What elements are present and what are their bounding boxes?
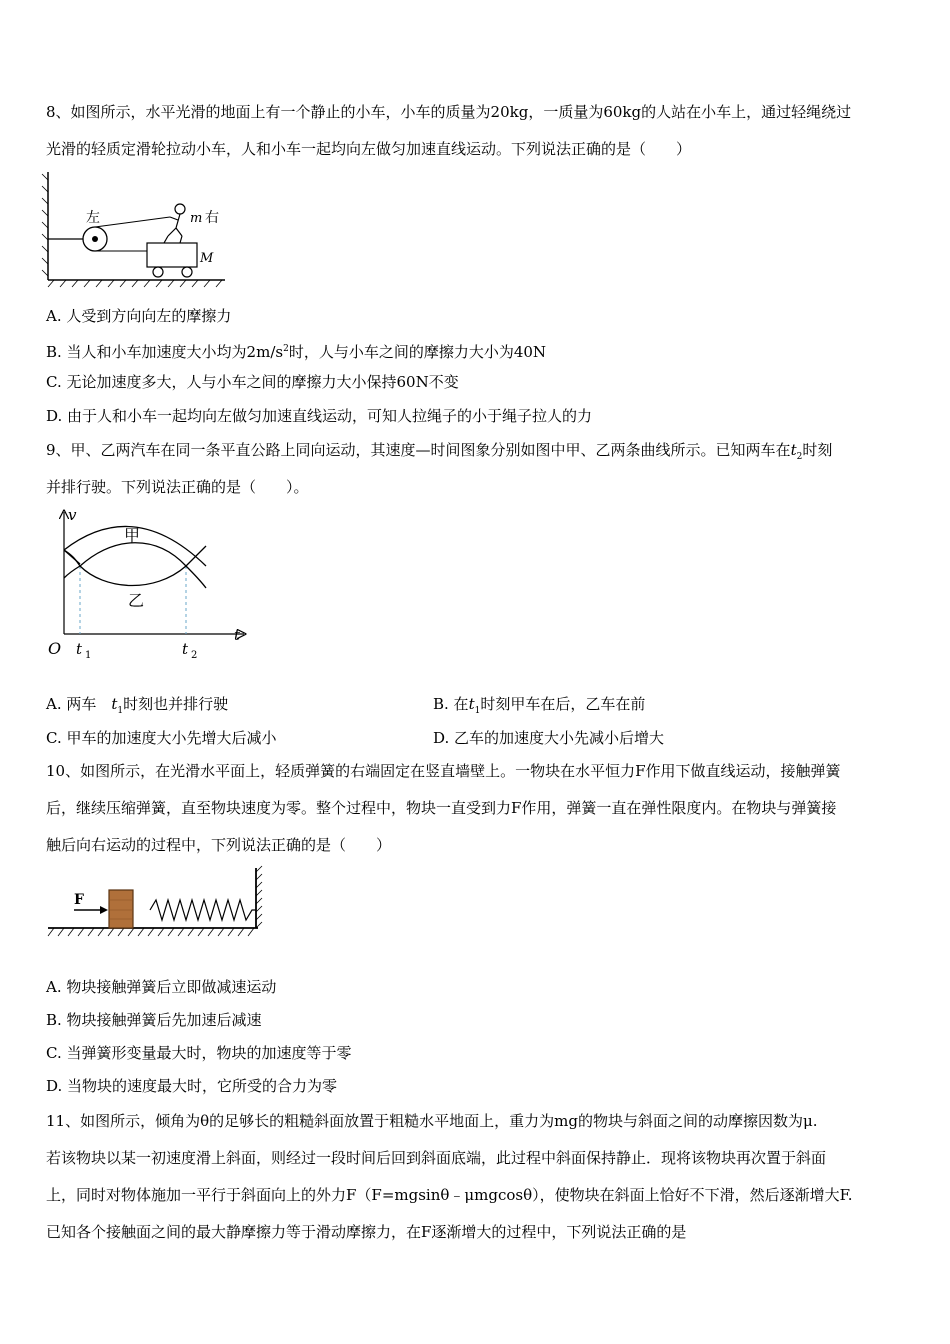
q9-option-a-text-end: 时刻也并排行驶 — [123, 695, 229, 713]
block — [109, 890, 133, 928]
q11-stem-line1: 11、如图所示，倾角为θ的足够长的粗糙斜面放置于粗糙水平地面上，重力为mg的物块与斜面之间的动摩擦因数为μ. — [46, 1112, 818, 1130]
q11-stem-line3: 上，同时对物体施加一平行于斜面向上的外力F（F=mgsinθ﹣μmgcosθ），使物块在斜面上恰好不下滑，然后逐渐增大F. — [46, 1186, 853, 1204]
q9-stem-line1 — [46, 439, 832, 468]
q9-option-b-sub: 1 — [474, 706, 481, 716]
force-arrow-head — [100, 906, 108, 914]
q9-stem-sub: 2 — [796, 452, 803, 462]
q10-option-c: C. 当弹簧形变量最大时，物块的加速度等于零 — [46, 1044, 352, 1062]
rope-upper — [95, 217, 170, 227]
person-figure — [164, 204, 185, 243]
label-origin: O — [48, 639, 62, 658]
q8-option-b-sup: 2 — [283, 344, 289, 354]
q8-option-a: A. 人受到方向向左的摩擦力 — [46, 307, 232, 325]
cart-wheel-left — [153, 267, 163, 277]
q9-option-a-sub: 1 — [117, 706, 124, 716]
q10-option-b: B. 物块接触弹簧后先加速后减速 — [46, 1011, 262, 1029]
q8-figure-cart-pulley — [40, 170, 240, 290]
label-m: m — [190, 211, 203, 226]
curve-yi — [64, 546, 206, 586]
q8-stem-line2: 光滑的轻质定滑轮拉动小车，人和小车一起均向左做匀加速直线运动。下列说法正确的是（ ） — [46, 140, 692, 158]
q8-option-b-text-end: 时，人与小车之间的摩擦力大小为40N — [288, 343, 547, 361]
q8-option-d: D. 由于人和小车一起均向左做匀加速直线运动，可知人拉绳子的小于绳子拉人的力 — [46, 407, 593, 425]
q10-option-d: D. 当物块的速度最大时，它所受的合力为零 — [46, 1077, 338, 1095]
q9-stem-line2: 并排行驶。下列说法正确的是（ ）。 — [46, 478, 309, 496]
curve-jia-main — [64, 543, 206, 588]
label-t2-sub: 2 — [191, 650, 198, 661]
label-right: 右 — [205, 210, 219, 226]
label-t1-sub: 1 — [85, 650, 92, 661]
q9-option-a — [46, 693, 228, 722]
q10-stem-line3: 触后向右运动的过程中，下列说法正确的是（ ） — [46, 836, 392, 854]
q9-option-b-t: t — [468, 695, 475, 713]
q11-stem-line2: 若该物块以某一初速度滑上斜面，则经过一段时间后回到斜面底端，此过程中斜面保持静止．现将该物块再次置于斜面 — [46, 1149, 827, 1167]
cart-body — [147, 243, 197, 267]
q8-option-c: C. 无论加速度多大，人与小车之间的摩擦力大小保持60N不变 — [46, 373, 459, 391]
q9-option-a-t: t — [111, 695, 118, 713]
q9-option-d: D. 乙车的加速度大小先减小后增大 — [433, 729, 665, 747]
q9-stem-t: t — [790, 441, 797, 459]
q11-stem-line4: 已知各个接触面之间的最大静摩擦力等于滑动摩擦力，在F逐渐增大的过程中，下列说法正确的是 — [46, 1223, 687, 1241]
wall-hatch — [42, 174, 48, 276]
cart-wheel-right — [182, 267, 192, 277]
label-t1: t — [76, 640, 83, 658]
q9-option-a-text: A. 两车 — [46, 695, 112, 713]
q10-stem-line2: 后，继续压缩弹簧，直至物块速度为零。整个过程中，物块一直受到力F作用，弹簧一直在弹性限度内。在物块与弹簧接 — [46, 799, 837, 817]
q9-option-b-text: B. 在 — [433, 695, 469, 713]
label-left: 左 — [86, 210, 100, 226]
ground-hatch — [48, 928, 254, 936]
q9-option-b — [433, 693, 645, 722]
ground-hatch — [48, 280, 222, 287]
q9-figure-vt-graph — [44, 506, 254, 664]
q9-stem-text: 9、甲、乙两汽车在同一条平直公路上同向运动，其速度—时间图象分别如图中甲、乙两条曲线所示。已知两车在 — [46, 441, 791, 459]
pulley-axle — [92, 236, 98, 242]
label-M: M — [200, 251, 214, 266]
q10-option-a: A. 物块接触弹簧后立即做减速运动 — [46, 978, 277, 996]
q8-stem-line1: 8、如图所示，水平光滑的地面上有一个静止的小车，小车的质量为20kg，一质量为60kg的人站在小车上，通过轻绳绕过 — [46, 103, 852, 121]
spring — [150, 900, 256, 920]
q9-option-c: C. 甲车的加速度大小先增大后减小 — [46, 729, 277, 747]
q8-option-b — [46, 338, 546, 363]
q9-stem-text-end: 时刻 — [802, 441, 833, 459]
label-v: v — [68, 506, 77, 524]
q10-figure-block-spring — [44, 864, 268, 944]
label-t2: t — [182, 640, 189, 658]
label-t: t — [234, 626, 241, 644]
q8-option-b-text: B. 当人和小车加速度大小均为2m/s — [46, 343, 284, 361]
label-jia: 甲 — [124, 526, 141, 545]
label-force: F — [74, 892, 84, 908]
q9-option-b-text-end: 时刻甲车在后，乙车在前 — [480, 695, 646, 713]
q10-stem-line1: 10、如图所示，在光滑水平面上，轻质弹簧的右端固定在竖直墙壁上。一物块在水平恒力F作用下做直线运动，接触弹簧 — [46, 762, 841, 780]
label-yi: 乙 — [128, 591, 145, 610]
